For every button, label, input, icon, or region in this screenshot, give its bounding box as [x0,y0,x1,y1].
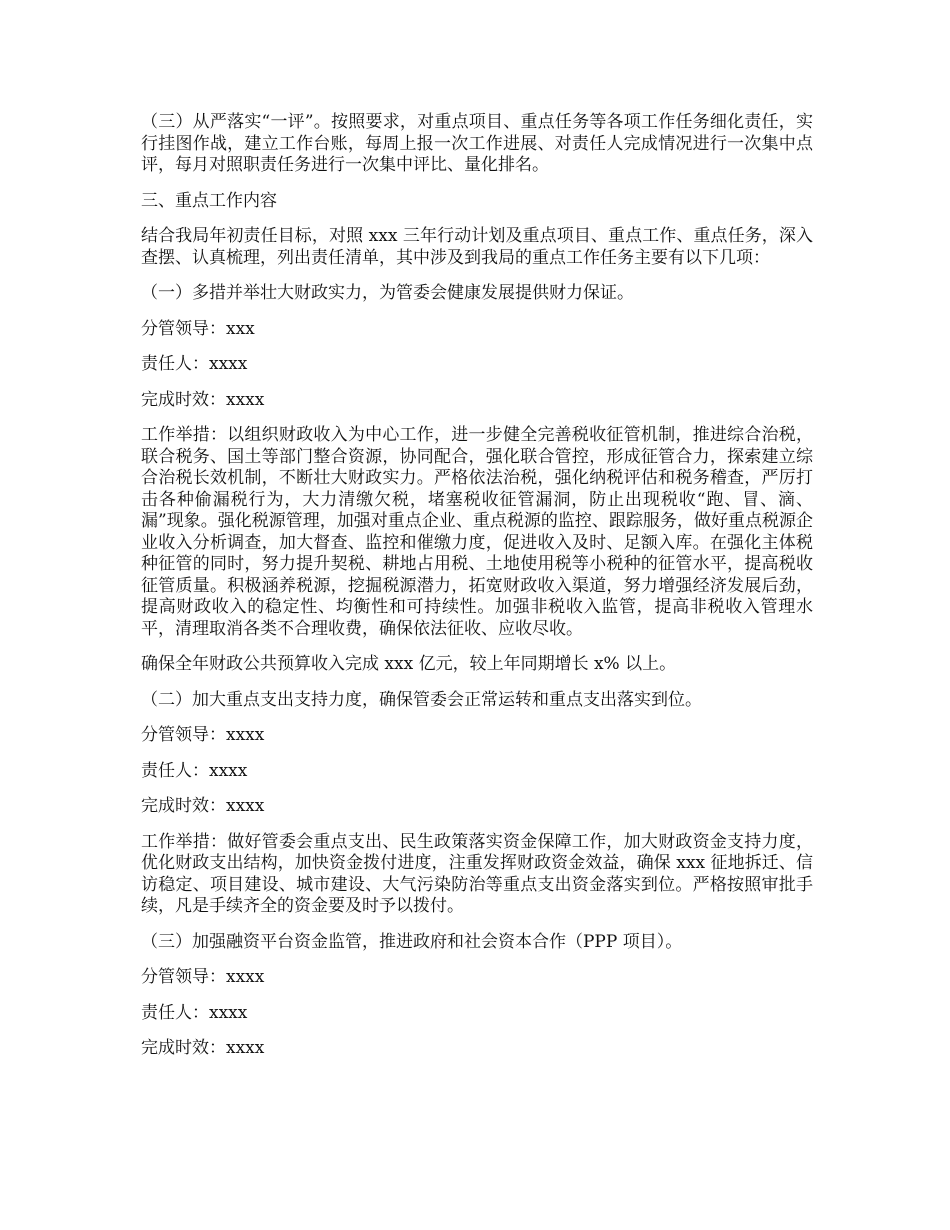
task-2-deadline: 完成时效：xxxx [141,796,265,816]
task-2-responsible: 责任人：xxxx [141,760,248,781]
task-1-leader: 分管领导：xxx [141,318,255,339]
task-3-deadline: 完成时效：xxxx [141,1038,265,1058]
task-1-responsible: 责任人：xxxx [141,354,248,374]
task-1-target: 确保全年财政公共预算收入完成 xxx 亿元，较上年同期增长 x% 以上。 [141,654,677,674]
task-2-leader: 分管领导：xxxx [141,725,265,745]
task-2-title: （二）加大重点支出支持力度，确保管委会正常运转和重点支出落实到位。 [141,689,702,710]
task-2-measures: 工作举措：做好管委会重点支出、民生政策落实资金保障工作，加大财政资金支持力度，优化财政支出结构，加快资金拨付进度，注重发挥财政资金效益，确保 xxx 征地拆迁、信访稳定、项目建设、城市建设、大气污染防治等重点支出资金落实到位。严格按照审批手续，凡是手续齐全的资金要及时予以拨付。 [141,831,813,916]
section-heading-key-work: 三、重点工作内容 [141,190,277,211]
paragraph-strict-evaluation: （三）从严落实“一评”。按照要求，对重点项目、重点任务等各项工作任务细化责任，实行挂图作战，建立工作台账，每周上报一次工作进展、对责任人完成情况进行一次集中点评，每月对照职责任务进行一次集中评比、量化排名。 [141,112,813,175]
task-3-leader: 分管领导：xxxx [141,967,265,987]
document-page [141,112,813,1074]
task-1-measures: 工作举措：以组织财政收入为中心工作，进一步健全完善税收征管机制，推进综合治税，联合税务、国土等部门整合资源，协同配合，强化联合管控，形成征管合力，探索建立综合治税长效机制，不断壮大财政实力。严格依法治税，强化纳税评估和税务稽查，严厉打击各种偷漏税行为，大力清缴欠税，堵塞税收征管漏洞，防止出现税收“跑、冒、滴、漏”现象。强化税源管理，加强对重点企业、重点税源的监控、跟踪服务，做好重点税源企业收入分析调查，加大督查、监控和催缴力度，促进收入及时、足额入库。在强化主体税种征管的同时，努力提升契税、耕地占用税、土地使用税等小税种的征管水平，提高税收征管质量。积极涵养税源，挖掘税源潜力，拓宽财政收入渠道，努力增强经济发展后劲，提高财政收入的稳定性、均衡性和可持续性。加强非税收入监管，提高非税收入管理水平，清理取消各类不合理收费，确保依法征收、应收尽收。 [141,425,813,639]
task-3-title: （三）加强融资平台资金监管，推进政府和社会资本合作（PPP 项目）。 [141,931,683,952]
task-3-responsible: 责任人：xxxx [141,1002,248,1023]
task-1-title: （一）多措并举壮大财政实力，为管委会健康发展提供财力保证。 [141,283,634,303]
paragraph-intro: 结合我局年初责任目标，对照 xxx 三年行动计划及重点项目、重点工作、重点任务，深入查摆、认真梳理，列出责任清单，其中涉及到我局的重点工作任务主要有以下几项： [141,226,813,268]
task-1-deadline: 完成时效：xxxx [141,389,265,410]
